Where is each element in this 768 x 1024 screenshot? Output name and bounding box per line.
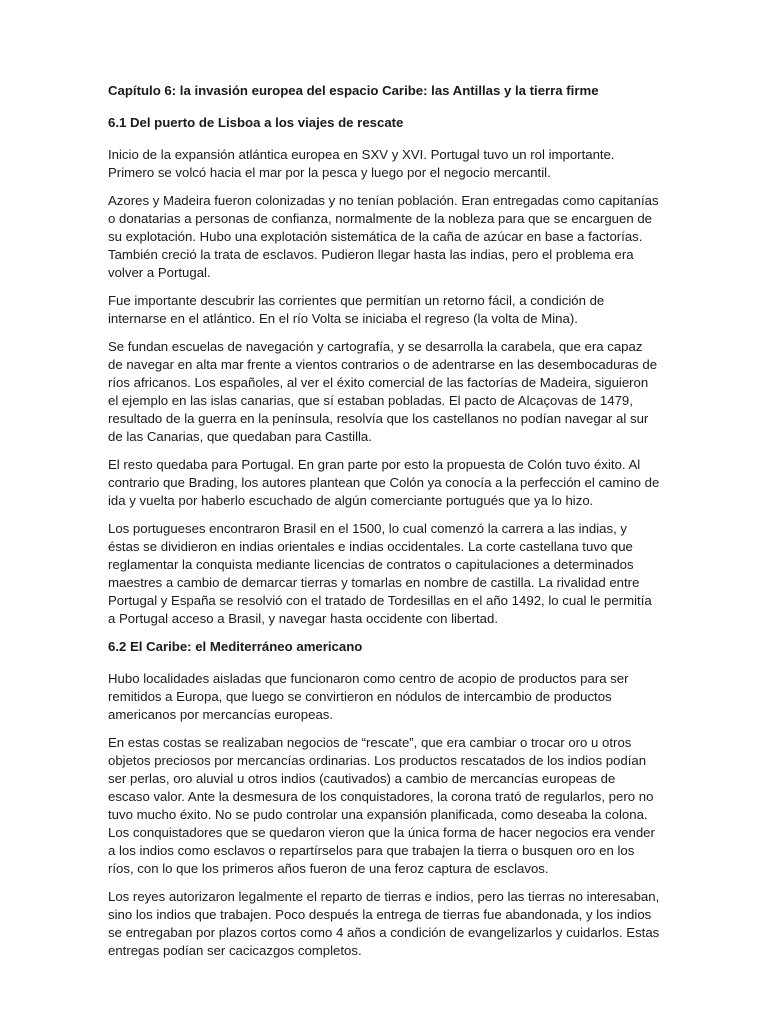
paragraph: Inicio de la expansión atlántica europea en SXV y XVI. Portugal tuvo un rol importante. Primero se volcó hacia el mar por la pesca y luego por el negocio mercantil. [108, 147, 615, 180]
paragraph: El resto quedaba para Portugal. En gran parte por esto la propuesta de Colón tuvo éxito. Al contrario que Brading, los autores plantean que Colón ya conocía a la perfección el camino de ida y vuelta por haberlo escuchado de algún comerciante portugués que ya lo hizo. [108, 457, 660, 508]
paragraph: Hubo localidades aisladas que funcionaron como centro de acopio de productos para ser remitidos a Europa, que luego se convirtieron en nódulos de intercambio de productos americanos por mercancías europeas. [108, 671, 629, 722]
paragraph: Fue importante descubrir las corrientes que permitían un retorno fácil, a condición de internarse en el atlántico. En el río Volta se iniciaba el regreso (la volta de Mina). [108, 293, 605, 326]
paragraph: Los portugueses encontraron Brasil en el 1500, lo cual comenzó la carrera a las indias, y éstas se dividieron en indias orientales e indias occidentales. La corte castellana tuvo que reglamentar la conquista mediante licencias de contratos o capitulaciones a determinados maestres a cambio de demarcar tierras y tomarlas en nombre de castilla. La rivalidad entre Portugal y España se resolvió con el tratado de Tordesillas en el año 1492, lo cual le permitía a Portugal acceso a Brasil, y navegar hasta occidente con libertad. [108, 521, 652, 626]
paragraph: En estas costas se realizaban negocios de “rescate”, que era cambiar o trocar oro u otros objetos preciosos por mercancías ordinarias. Los productos rescatados de los indios podían ser perlas, oro aluvial u otros indios (cautivados) a cambio de mercancías europeas de escaso valor. Ante la desmesura de los conquistadores, la corona trató de regularlos, pero no tuvo mucho éxito. No se pudo controlar una expansión planificada, como deseaba la colona. Los conquistadores que se quedaron vieron que la única forma de hacer negocios era vender a los indios como esclavos o repartírselos para que trabajen la tierra o busquen oro en los ríos, con lo que los primeros años fueron de una feroz captura de esclavos. [108, 735, 655, 876]
paragraph: Se fundan escuelas de navegación y cartografía, y se desarrolla la carabela, que era capaz de navegar en alta mar frente a vientos contrarios o de adentrarse en las desembocaduras de ríos africanos. Los españoles, al ver el éxito comercial de las factorías de Madeira, siguieron el ejemplo en las islas canarias, que sí estaban pobladas. El pacto de Alcaçovas de 1479, resultado de la guerra en la península, resolvía que los castellanos no podían navegar al sur de las Canarias, que quedaban para Castilla. [108, 339, 658, 444]
section-title-6-2: 6.2 El Caribe: el Mediterráneo americano [108, 639, 363, 654]
paragraph: Los reyes autorizaron legalmente el reparto de tierras e indios, pero las tierras no interesaban, sino los indios que trabajen. Poco después la entrega de tierras fue abandonada, y los indios se entregaban por plazos cortos como 4 años a condición de evangelizarlos y cuidarlos. Estas entregas podían ser cacicazgos completos. [108, 889, 660, 958]
section-title-6-1: 6.1 Del puerto de Lisboa a los viajes de rescate [108, 115, 404, 130]
document-page [108, 82, 660, 970]
paragraph: Azores y Madeira fueron colonizadas y no tenían población. Eran entregadas como capitanías o donatarias a personas de confianza, normalmente de la nobleza para que se encarguen de su explotación. Hubo una explotación sistemática de la caña de azúcar en base a factorías. También creció la trata de esclavos. Pudieron llegar hasta las indias, pero el problema era volver a Portugal. [108, 193, 659, 280]
chapter-title: Capítulo 6: la invasión europea del espacio Caribe: las Antillas y la tierra firme [108, 83, 599, 98]
